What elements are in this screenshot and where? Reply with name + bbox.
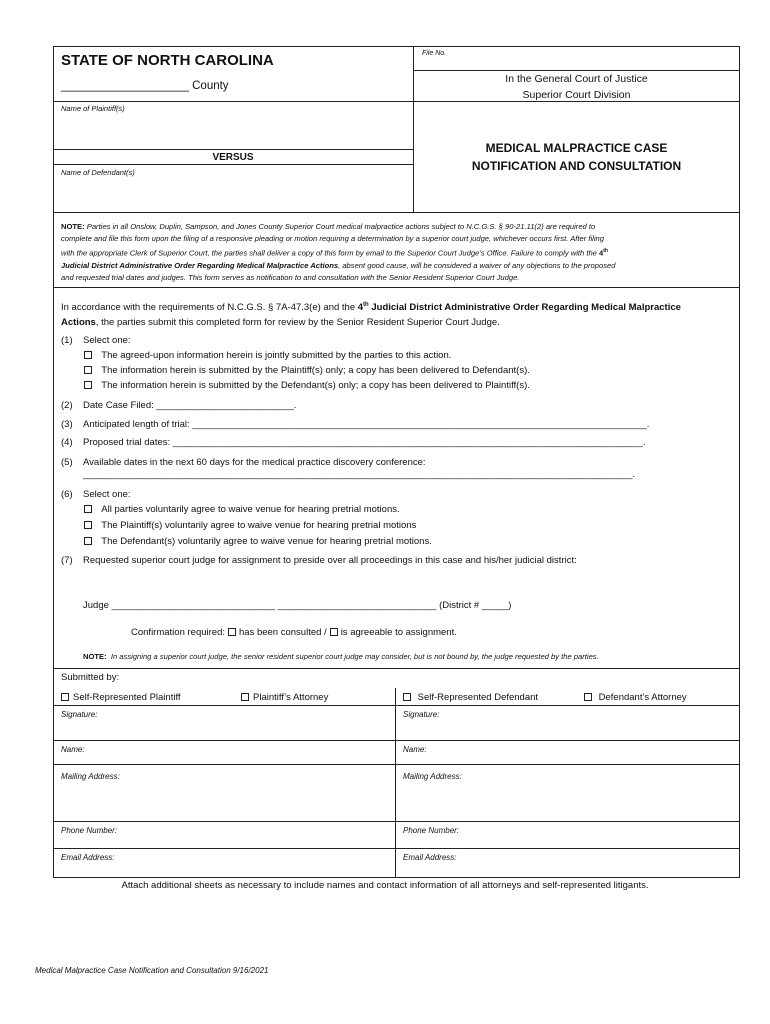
checkbox[interactable]	[61, 693, 69, 701]
item-6-option-defendant[interactable]: The Defendant(s) voluntarily agree to waive venue for hearing pretrial motions.	[84, 536, 432, 547]
form-title-line-1: MEDICAL MALPRACTICE CASE	[485, 141, 668, 155]
agreeable-checkbox[interactable]	[330, 628, 338, 636]
defendant-phone-label: Phone Number:	[403, 826, 460, 835]
item-4-trial-dates[interactable]: (4) Proposed trial dates: _________________________________________________________________________________________.	[61, 437, 646, 448]
item-6-option-all[interactable]: All parties voluntarily agree to waive venue for hearing pretrial motions.	[84, 504, 400, 515]
plaintiff-phone-label: Phone Number:	[61, 826, 118, 835]
checkbox[interactable]	[84, 537, 92, 545]
checkbox[interactable]	[84, 351, 92, 359]
plaintiff-field[interactable]	[54, 115, 412, 148]
item-1-label: (1) Select one:	[61, 335, 131, 346]
versus-label: VERSUS	[212, 152, 254, 163]
defendant-mailing-label: Mailing Address:	[403, 772, 462, 781]
self-represented-plaintiff-option[interactable]: Self-Represented Plaintiff	[61, 692, 181, 703]
checkbox[interactable]	[84, 521, 92, 529]
self-represented-defendant-option[interactable]: Self-Represented Defendant	[403, 692, 538, 703]
plaintiff-label: Name of Plaintiff(s)	[61, 104, 125, 113]
consulted-checkbox[interactable]	[228, 628, 236, 636]
defendant-field[interactable]	[54, 180, 412, 211]
note-paragraph: NOTE: Parties in all Onslow, Duplin, Sampson, and Jones County Superior Court medical malpractice actions subject to N.C.G.S. § 90-21.11(2) are required to complete and file this form upon the filing of a responsive pleading or motion requiring a determination by a superior court judge, whichever occurs first. After filing with the appropriate Clerk of Superior Court, the parties shall deliver a copy of this form by email to the Superior Court Judge’s Office. Failure to comply with the 4th Judicial District Administrative Order Regarding Medical Malpractice Actions, absent good cause, will be considered a waiver of any objections to the proposed and requested trial dates and judges. This form serves as notification to and consultation with the Senior Resident Superior Court Judge.	[61, 222, 616, 282]
checkbox[interactable]	[403, 693, 411, 701]
intro-paragraph: In accordance with the requirements of N.C.G.S. § 7A-47.3(e) and the 4th Judicial District Administrative Order Regarding Medical Malpractice Actions, the parties submit this completed form for review by the Senior Resident Superior Court Judge.	[61, 302, 681, 329]
county-label: County	[192, 80, 229, 92]
plaintiff-signature-label: Signature:	[61, 710, 98, 719]
item-1-option-defendant[interactable]: The information herein is submitted by the Defendant(s) only; a copy has been delivered to Plaintiff(s).	[84, 380, 530, 391]
state-heading: STATE OF NORTH CAROLINA	[61, 52, 274, 69]
item-3-trial-length[interactable]: (3) Anticipated length of trial: ______________________________________________________________________________________.	[61, 419, 650, 430]
checkbox[interactable]	[84, 366, 92, 374]
item-1-option-joint[interactable]: The agreed-upon information herein is jointly submitted by the parties to this action.	[84, 350, 451, 361]
plaintiff-name-label: Name:	[61, 745, 85, 754]
item-1-option-plaintiff[interactable]: The information herein is submitted by the Plaintiff(s) only; a copy has been delivered to Defendant(s).	[84, 365, 530, 376]
submitted-by-label: Submitted by:	[61, 672, 120, 683]
judge-field[interactable]: Judge _______________________________ ______________________________ (District # _____)	[83, 600, 512, 611]
confirmation-row: Confirmation required: has been consulted / is agreeable to assignment.	[131, 627, 457, 638]
checkbox[interactable]	[84, 505, 92, 513]
item-6-option-plaintiff[interactable]: The Plaintiff(s) voluntarily agree to waive venue for hearing pretrial motions	[84, 520, 416, 531]
item-2-date-filed[interactable]: (2) Date Case Filed: __________________________.	[61, 400, 297, 411]
form-title-line-2: NOTIFICATION AND CONSULTATION	[471, 159, 682, 173]
item-7-note: NOTE: In assigning a superior court judge, the senior resident superior court judge may consider, but is not bound by, the judge requested by the parties.	[83, 652, 599, 661]
item-6-label: (6) Select one:	[61, 489, 131, 500]
plaintiff-attorney-option[interactable]: Plaintiff’s Attorney	[241, 692, 328, 703]
form-footer: Medical Malpractice Case Notification and Consultation 9/16/2021	[35, 966, 269, 975]
defendant-signature-label: Signature:	[403, 710, 440, 719]
file-no-label: File No.	[422, 50, 447, 57]
defendant-label: Name of Defendant(s)	[61, 168, 135, 177]
court-line-1: In the General Court of Justice	[505, 73, 648, 85]
checkbox[interactable]	[241, 693, 249, 701]
defendant-email-label: Email Address:	[403, 853, 457, 862]
defendant-name-label: Name:	[403, 745, 427, 754]
court-line-2: Superior Court Division	[522, 89, 631, 101]
item-5-available-dates: (5) Available dates in the next 60 days for the medical practice discovery conference:	[61, 457, 426, 468]
item-7-label: (7) Requested superior court judge for assignment to preside over all proceedings in this case and his/her judicial district:	[61, 555, 577, 566]
plaintiff-email-label: Email Address:	[61, 853, 115, 862]
defendant-attorney-option[interactable]: Defendant’s Attorney	[584, 692, 687, 703]
attach-note: Attach additional sheets as necessary to include names and contact information of all attorneys and self-represented litigants.	[121, 880, 649, 891]
plaintiff-mailing-label: Mailing Address:	[61, 772, 120, 781]
item-5-line[interactable]: ________________________________________________________________________________________________________.	[83, 469, 636, 480]
checkbox[interactable]	[84, 381, 92, 389]
checkbox[interactable]	[584, 693, 592, 701]
county-blank[interactable]: ____________________	[61, 80, 189, 92]
